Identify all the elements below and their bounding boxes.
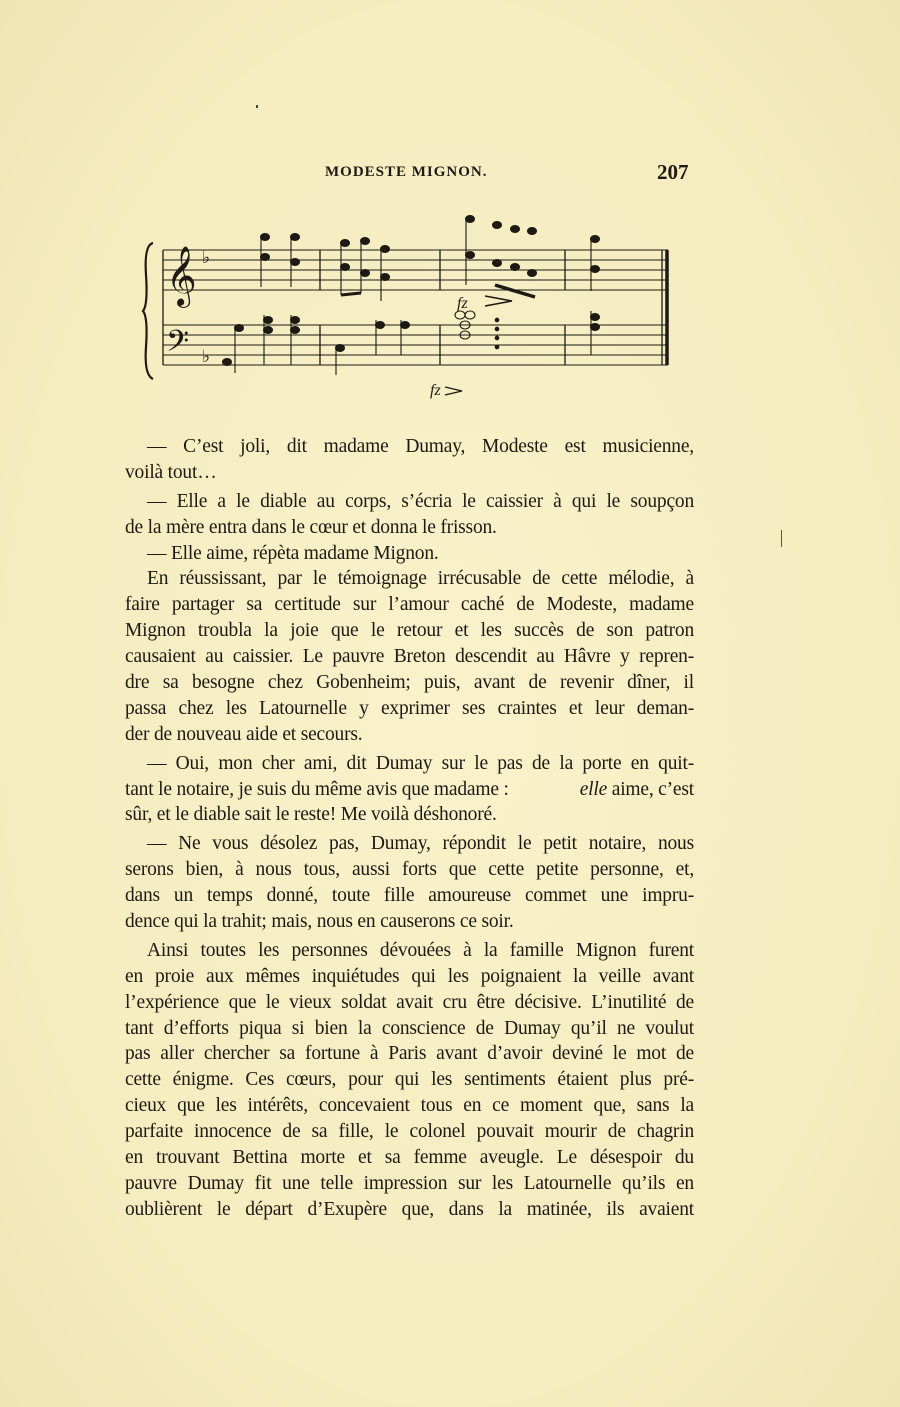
text-line: en proie aux mêmes inquiétudes qui les poignaient la veille avant	[125, 965, 694, 987]
text-span: tant le notaire, je suis du même avis que madame :	[125, 778, 509, 800]
dynamic-marking-bass: fz	[430, 382, 441, 399]
notes	[223, 216, 600, 376]
key-signature-flats: ♭	[202, 248, 211, 267]
emphasized-word: elle	[579, 778, 608, 800]
body-text	[125, 434, 694, 1223]
brace	[143, 243, 153, 379]
text-line: — Elle aime, répèta madame Mignon.	[147, 542, 439, 564]
text-line: Ainsi toutes les personnes dévouées à la famille Mignon furent	[147, 939, 694, 961]
page-number: 207	[657, 160, 689, 184]
text-line: — C’est joli, dit madame Dumay, Modeste est musicienne,	[147, 436, 694, 457]
text-line: l’expérience que le vieux soldat avait cru être décisive. L’inutilité de	[125, 991, 694, 1013]
text-line: passa chez les Latournelle y exprimer ses craintes et leur deman-	[125, 697, 694, 719]
running-title: MODESTE MIGNON.	[325, 164, 488, 180]
text-line: en trouvant Bettina morte et sa femme aveugle. Le désespoir du	[125, 1147, 694, 1169]
text-line: voilà tout…	[125, 461, 217, 483]
text-line	[125, 777, 694, 803]
margin-mark	[781, 530, 782, 547]
text-line: tant d’efforts piqua si bien la conscience de Dumay qu’il ne voulut	[125, 1017, 694, 1039]
text-line: serons bien, à nous tous, aussi forts que cette petite personne, et,	[125, 859, 694, 881]
text-line: — Oui, mon cher ami, dit Dumay sur le pas de la porte en quit-	[147, 752, 694, 774]
key-signature-flats: ♭	[202, 347, 211, 366]
text-line: de la mère entra dans le cœur et donna le frisson.	[125, 516, 497, 538]
text-line: — Ne vous désolez pas, Dumay, répondit le petit notaire, nous	[147, 833, 694, 855]
text-line: der de nouveau aide et secours.	[125, 723, 363, 745]
text-line: oublièrent le départ d’Exupère que, dans la matinée, ils avaient	[125, 1198, 694, 1220]
text-line: — Elle a le diable au corps, s’écria le caissier à qui le soupçon	[147, 490, 694, 512]
text-line: pauvre Dumay fit une telle impression sur les Latournelle qu’ils en	[125, 1172, 694, 1194]
bass-clef-icon: 𝄢	[166, 325, 190, 366]
dynamic-marking-treble: fz	[457, 295, 468, 312]
text-line: sûr, et le diable sait le reste! Me voilà déshonoré.	[125, 804, 497, 826]
music-score	[140, 215, 700, 400]
text-line: causaient au caissier. Le pauvre Breton descendit au Hâvre y repren-	[125, 646, 694, 668]
text-span	[580, 777, 694, 803]
text-line: faire partager sa certitude sur l’amour caché de Modeste, madame	[125, 594, 694, 616]
print-speck	[256, 105, 258, 108]
treble-clef-icon: 𝄞	[166, 246, 197, 306]
text-line: parfaite innocence de sa fille, le colonel pouvait mourir de chagrin	[125, 1121, 694, 1143]
text-line: dence qui la trahit; mais, nous en causerons ce soir.	[125, 911, 514, 933]
text-line: dre sa besogne chez Gobenheim; puis, avant de revenir dîner, il	[125, 672, 694, 694]
text-line: Mignon troubla la joie que le retour et les succès de son patron	[125, 620, 694, 642]
text-line: cette énigme. Ces cœurs, pour qui les sentiments étaient plus pré-	[125, 1069, 694, 1091]
text-span: aime, c’est	[611, 778, 694, 800]
text-line: cieux que les intérêts, concevaient tous en ce moment que, sans la	[125, 1095, 694, 1117]
accent-icon	[445, 387, 462, 395]
text-line: pas aller chercher sa fortune à Paris avant d’avoir deviné le mot de	[125, 1043, 694, 1065]
text-line: dans un temps donné, toute fille amoureuse commet une impru-	[125, 885, 694, 907]
accent-icon	[485, 296, 512, 306]
text-line: En réussissant, par le témoignage irrécusable de cette mélodie, à	[147, 568, 694, 590]
